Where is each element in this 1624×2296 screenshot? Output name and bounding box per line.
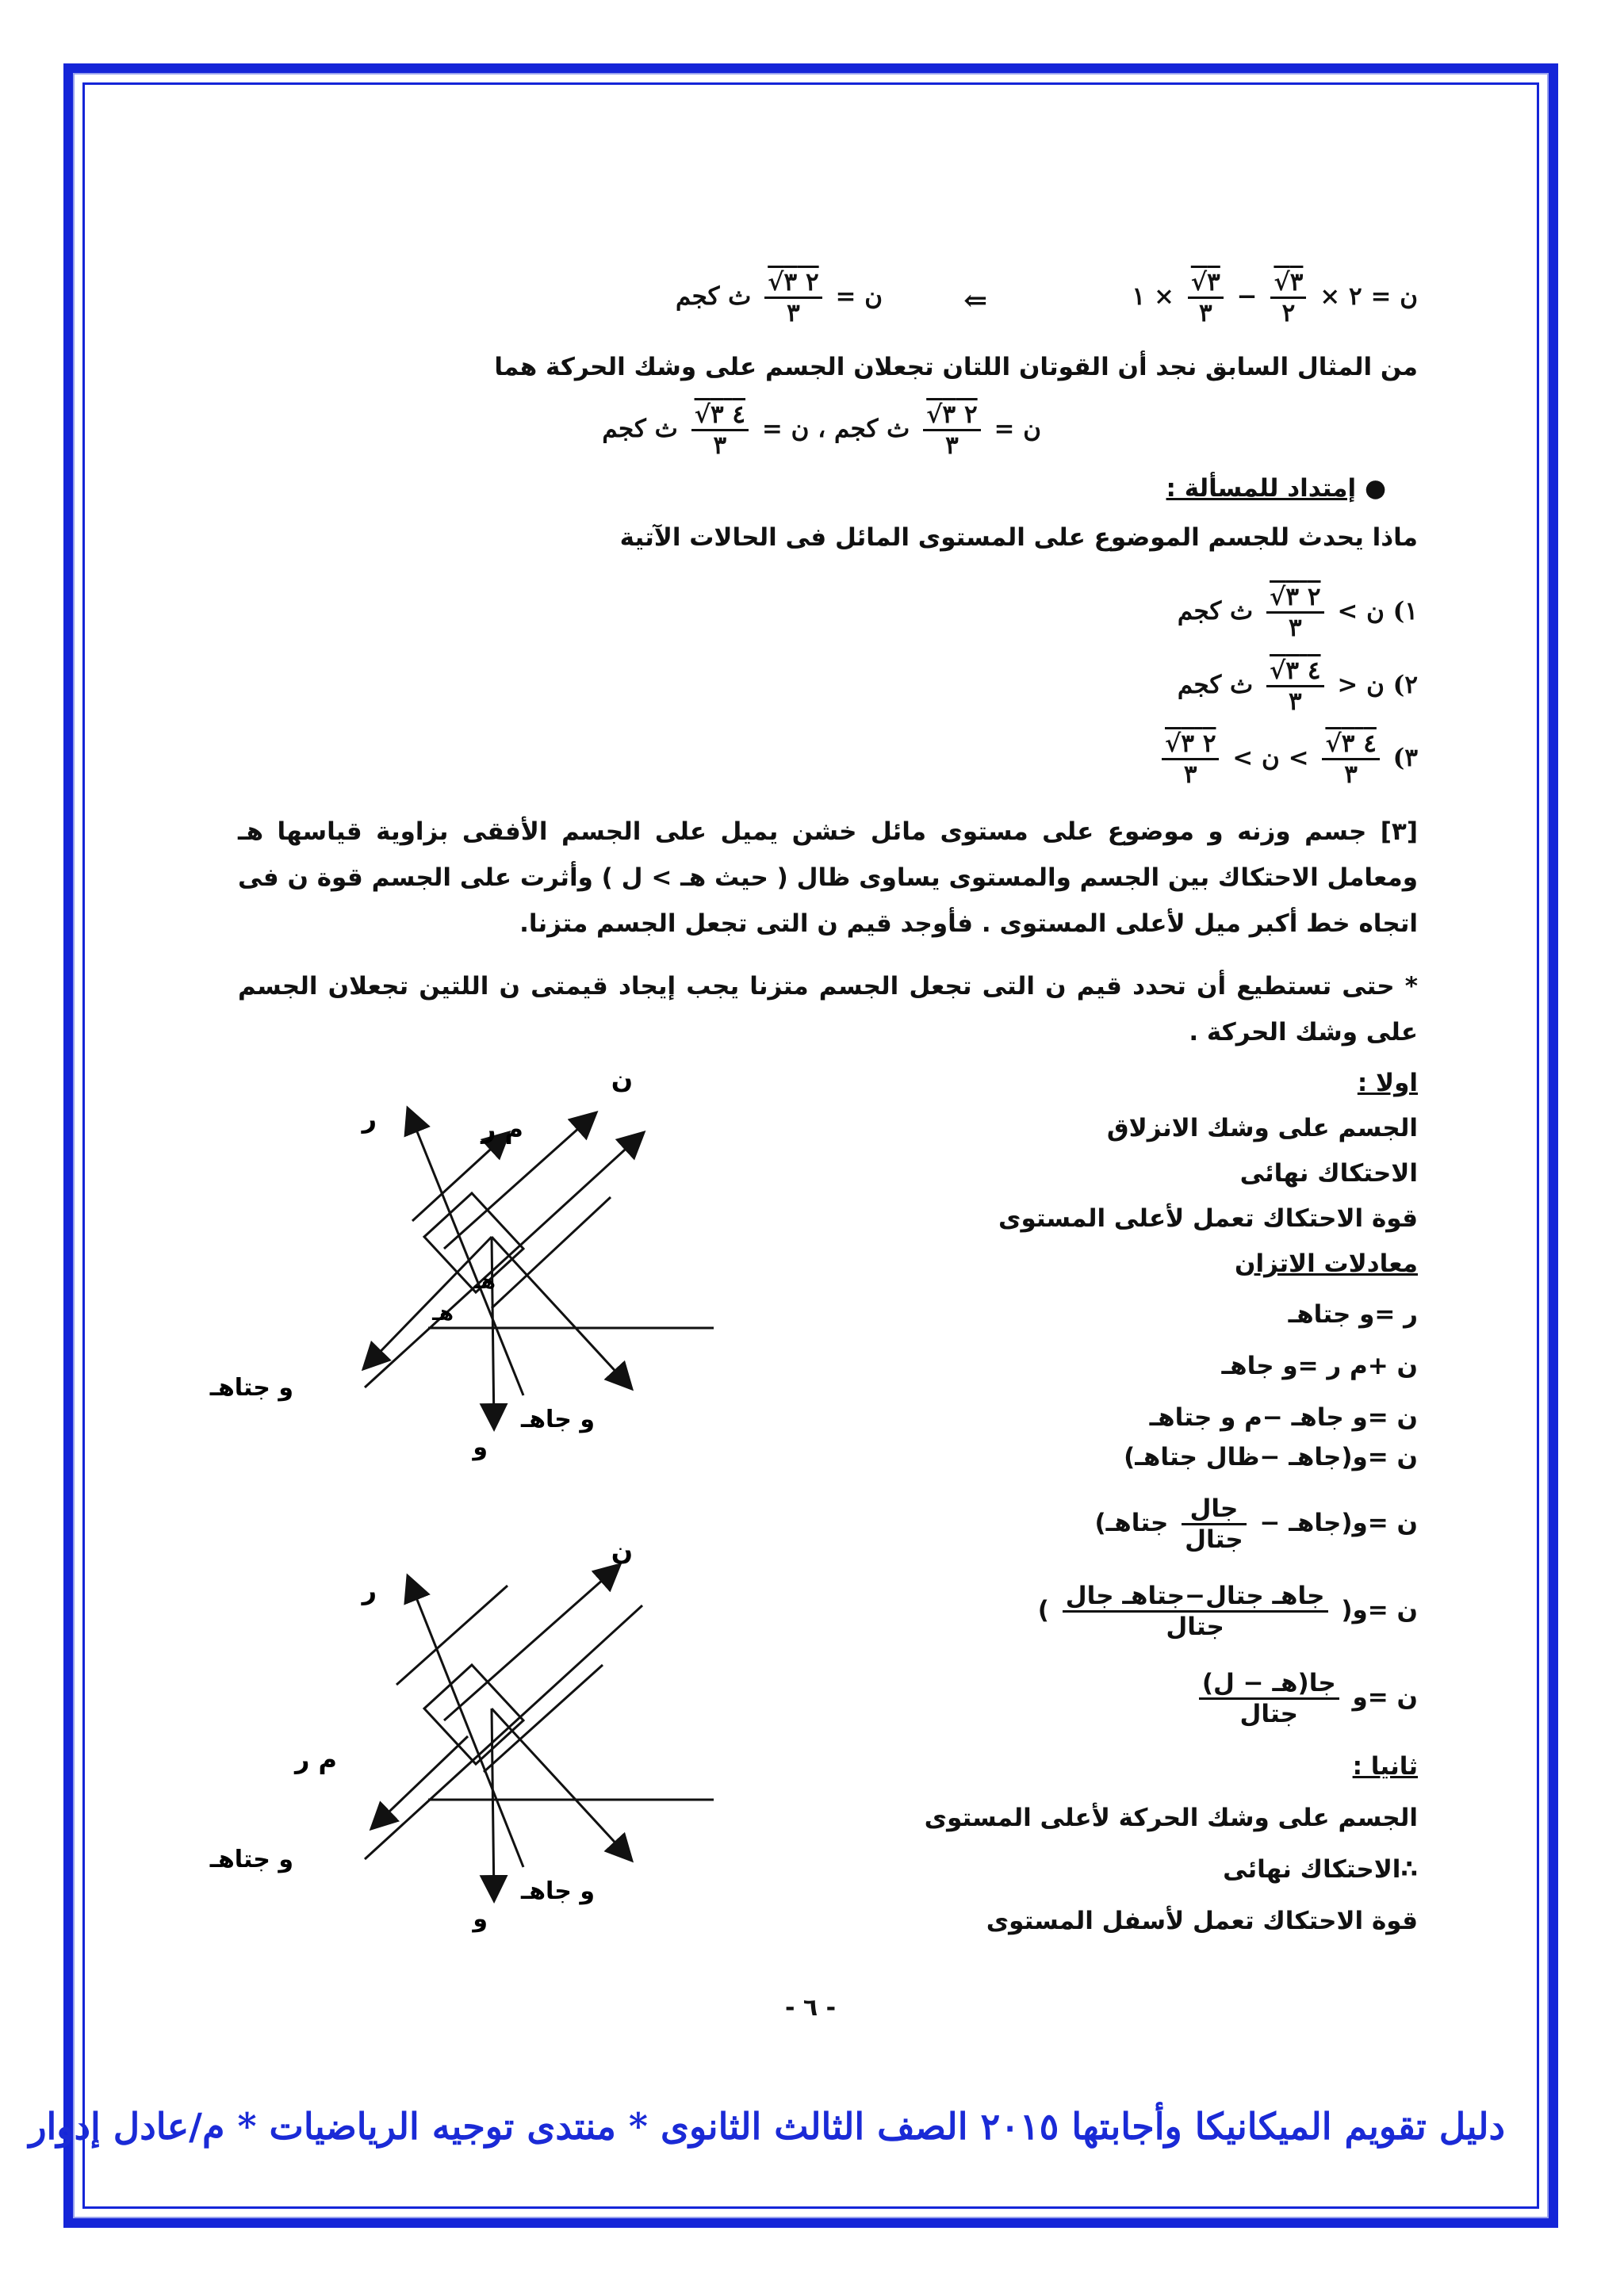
case-2: ٢) ن < $\frac{٤ ٣√}{٣}$ ث كجم: [1177, 656, 1418, 716]
problem-statement: [٣] جسم وزنه و موضوع على مستوى مائل خشن يميل على الجسم الأفقى بزاوية قياسها هـ ومعامل الاحتكاك بين الجسم والمستوى يساوى ظال ( حيث هـ > ل ) وأثرت على الجسم قوة ن فى اتجاه خط أكبر ميل لأعلى المستوى . فأوجد قيم ن التى تجعل الجسم متزنا.: [238, 817, 1418, 938]
first-line-2: الاحتكاك نهائى: [1239, 1159, 1418, 1188]
note-text: * حتى تستطيع أن تحدد قيم ن التى تجعل الجسم متزنا يجب إيجاد قيمتى ن اللتين تجعلان الجسم على وشك الحركة .: [238, 972, 1418, 1047]
second-line-2: ∴الاحتكاك نهائى: [1223, 1855, 1418, 1884]
first-line-3: قوة الاحتكاك تعمل لأعلى المستوى: [998, 1204, 1418, 1233]
implies-arrow: ⇐: [963, 284, 988, 317]
label-r: ر: [362, 1104, 377, 1134]
equation-f: ن =و( $\frac{\text{جاهـ جتال−جتاهـ جال}}{\text{جتال}}$ ): [1037, 1582, 1418, 1641]
label-n-2: ن: [611, 1536, 633, 1566]
second-heading: ثانيا :: [1352, 1752, 1418, 1781]
label-n: ن: [611, 1064, 633, 1094]
extension-question: ماذا يحدث للجسم الموضوع على المستوى المائل فى الحالات الآتية: [619, 523, 1418, 552]
label-w: و: [473, 1433, 488, 1461]
page-number: - ٦ -: [785, 1994, 837, 2022]
label-w-sin-2: و جاهـ: [520, 1877, 595, 1905]
equation-c: ن =و جاهـ −م و جتاهـ: [1149, 1403, 1418, 1432]
equation-g: ن =و $\frac{\text{جا(هـ − ل)}}{\text{جتال}}$: [1194, 1669, 1418, 1728]
equation-left: ن = ٢ × $\frac{٣√}{٢}$ − $\frac{٣√}{٣}$ × ١: [1132, 268, 1418, 327]
label-w-cos: و جتاهـ: [209, 1374, 293, 1402]
conclusion-text: من المثال السابق نجد أن القوتان اللتان تجعلان الجسم على وشك الحركة هما: [494, 353, 1418, 381]
label-angle-b: هـ: [432, 1302, 454, 1326]
footer-banner: دليل تقويم الميكانيكا وأجابتها ٢٠١٥ الصف الثالث الثانوى * منتدى توجيه الرياضيات * م/عادل إدوار: [29, 2105, 1505, 2148]
first-heading: اولا :: [1357, 1069, 1418, 1097]
label-r-2: ر: [362, 1575, 377, 1605]
case-1: ١) ن > $\frac{٢ ٣√}{٣}$ ث كجم: [1177, 583, 1418, 642]
equation-e: ن =و(جاهـ − $\frac{\text{جال}}{\text{جتال}}$ جتاهـ): [1094, 1494, 1418, 1554]
equilibrium-heading: معادلات الاتزان: [1235, 1249, 1418, 1278]
first-line-1: الجسم على وشك الانزلاق: [1106, 1114, 1418, 1142]
label-w-sin: و جاهـ: [520, 1406, 595, 1433]
two-forces-equation: ن = $\frac{٢ ٣√}{٣}$ ث كجم ، ن = $\frac{٤ ٣√}{٣}$ ث كجم: [602, 400, 1041, 460]
second-line-1: الجسم على وشك الحركة لأعلى المستوى: [924, 1804, 1418, 1832]
label-w-2: و: [473, 1905, 488, 1933]
equation-right: ن = $\frac{٢ ٣√}{٣}$ ث كجم: [675, 268, 883, 327]
force-diagram-1: [209, 1054, 777, 1467]
equation-d: ن =و(جاهـ −ظال جتاهـ): [1124, 1443, 1418, 1471]
label-w-cos-2: و جتاهـ: [209, 1846, 293, 1873]
extension-heading: ● إمتداد للمسألة :: [1166, 474, 1386, 503]
label-mu-r: م ر: [481, 1114, 523, 1144]
equation-b: ن +م ر =و جاهـ: [1221, 1352, 1418, 1380]
bullet-icon: ●: [1364, 474, 1386, 503]
label-mu-r-2: م ر: [294, 1744, 337, 1774]
force-diagram-2: [209, 1526, 777, 1938]
label-angle-a: هـ: [474, 1270, 496, 1294]
equation-a: ر =و جتاهـ: [1288, 1300, 1418, 1329]
second-line-3: قوة الاحتكاك تعمل لأسفل المستوى: [986, 1907, 1418, 1935]
case-3: ٣) $\frac{٤ ٣√}{٣}$ > ن > $\frac{٢ ٣√}{٣}$: [1157, 729, 1418, 789]
